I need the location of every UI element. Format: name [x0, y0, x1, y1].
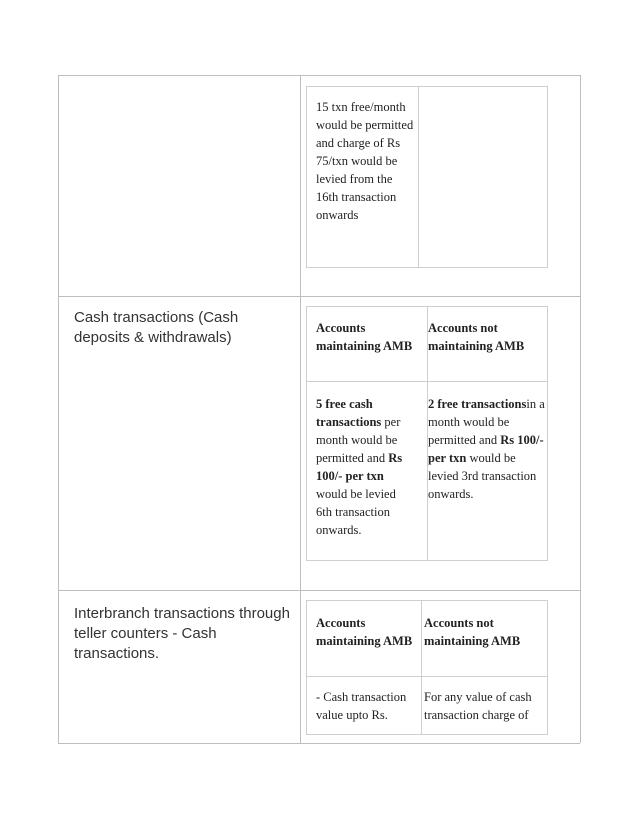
nested-header-divider-row2 — [306, 381, 548, 382]
row1-cell-text: 15 txn free/month would be permitted and charge of Rs 75/txn would be levied from the 16th transaction onwards — [316, 100, 414, 222]
row3-cell-non-amb: For any value of cash transaction charge of — [424, 690, 532, 722]
row3-header-amb: Accounts maintaining AMB — [316, 616, 413, 648]
table-right-border — [580, 75, 581, 743]
row2-header-amb: Accounts maintaining AMB — [316, 321, 413, 353]
row3-label: Interbranch transactions through teller counters - Cash transactions. — [74, 605, 290, 662]
row3-header-non-amb: Accounts not maintaining AMB — [424, 616, 521, 648]
row2-label: Cash transactions (Cash deposits & withdrawals) — [74, 309, 239, 346]
nested-header-divider-row3 — [306, 676, 548, 677]
nested-divider-row3 — [421, 600, 422, 735]
table-left-border — [58, 75, 59, 743]
row3-cell-amb: - Cash transaction value upto Rs. — [316, 690, 407, 722]
column-divider — [300, 75, 301, 743]
nested-divider-row1 — [418, 86, 419, 268]
table-bottom-border — [58, 743, 580, 744]
row-divider-1 — [58, 296, 580, 297]
row2-header-non-amb: Accounts not maintaining AMB — [428, 321, 525, 353]
row-divider-2 — [58, 590, 580, 591]
row2-cell-non-amb: 2 free transactionsin a month would be permitted and Rs 100/- per txn would be levied 3rd transaction onwards. — [428, 397, 545, 501]
table-top-border — [58, 75, 580, 76]
row2-cell-amb: 5 free cash transactions per month would be permitted and Rs 100/- per txn would be levied 6th transaction onwards. — [316, 397, 403, 537]
